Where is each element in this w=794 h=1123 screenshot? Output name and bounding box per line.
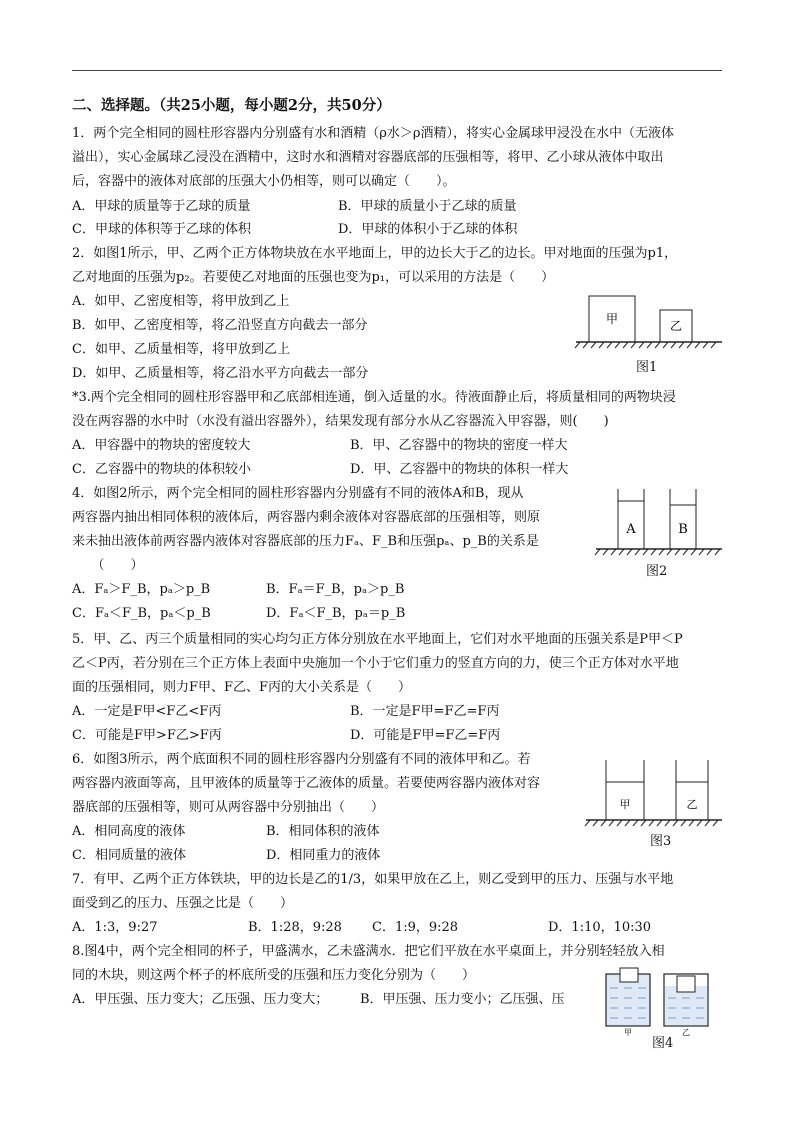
figure-2-caption: 图2: [646, 564, 668, 579]
q5-line-2: 乙＜P丙，若分别在三个正方体上表面中央施加一个小于它们重力的竖直方向的力，使三个正方体对水平地: [72, 656, 679, 671]
q1-line-3: 后，容器中的液体对底部的压强大小仍相等，则可以确定（ ）。: [72, 174, 456, 189]
fig3-label-yi: 乙: [686, 798, 698, 811]
fig4-label-yi: 乙: [682, 1028, 690, 1036]
header-rule: [72, 70, 722, 71]
q2-line-2: 乙对地面的压强为p₂。若要使乙对地面的压强也变为p₁，可以采用的方法是（ ）: [72, 270, 555, 285]
figure-4-caption: 图4: [652, 1036, 674, 1051]
q7-option-c: C．1:9，9:28: [372, 920, 459, 935]
figure-3-caption: 图3: [650, 834, 672, 849]
q4-line-4: （ ）: [72, 558, 144, 573]
q5-line-1: 5．甲、乙、丙三个质量相同的实心均匀正方体分别放在水平地面上，它们对水平地面的压强关系是P甲＜P: [72, 632, 683, 647]
q6-line-1: 6．如图3所示，两个底面积不同的圆柱形容器内分别盛有不同的液体甲和乙。若: [72, 752, 531, 767]
q3-option-b: B．甲、乙容器中的物块的密度一样大: [350, 438, 568, 453]
figure-4: [600, 962, 714, 1036]
figure-3: [584, 756, 724, 828]
figure-1: [574, 290, 724, 350]
fig1-label-jia: 甲: [605, 312, 619, 326]
q2-option-a: A．如甲、乙密度相等，将甲放到乙上: [72, 294, 290, 309]
q2-option-c: C．如甲、乙质量相等，将甲放到乙上: [72, 342, 290, 357]
q4-line-3: 来未抽出液体前两容器内液体对容器底部的压力Fₐ、F_B和压强pₐ、p_B的关系是: [72, 534, 539, 549]
q3-option-a: A．甲容器中的物块的密度较大: [72, 438, 251, 453]
section-title: 二、选择题。（共25小题，每小题2分，共50分）: [72, 97, 391, 114]
figure-1-caption: 图1: [636, 360, 658, 375]
q1-option-c: C．甲球的体积等于乙球的体积: [72, 222, 251, 237]
q3-option-d: D．甲、乙容器中的物块的体积一样大: [350, 462, 569, 477]
fig3-label-jia: 甲: [619, 798, 631, 811]
fig4-label-jia: 甲: [624, 1028, 632, 1036]
q5-line-3: 面的压强相同，则力F甲、F乙、F丙的大小关系是（ ）: [72, 680, 412, 695]
q6-line-3: 器底部的压强相等，则可从两容器中分别抽出（ ）: [72, 800, 385, 815]
q1-option-d: D．甲球的体积小于乙球的体积: [338, 222, 518, 237]
q2-line-1: 2．如图1所示，甲、乙两个正方体物块放在水平地面上，甲的边长大于乙的边长。甲对地面的压强为p1，: [72, 246, 678, 261]
fig2-label-b: B: [678, 522, 688, 537]
fig1-label-yi: 乙: [669, 319, 683, 333]
q2-option-d: D．如甲、乙质量相等，将乙沿水平方向截去一部分: [72, 366, 369, 381]
q6-option-b: B．相同体积的液体: [266, 824, 380, 839]
q1-line-1: 1．两个完全相同的圆柱形容器内分别盛有水和酒精（ρ水＞ρ酒精），将实心金属球甲浸没在水中（无液体: [72, 126, 675, 141]
q1-option-a: A．甲球的质量等于乙球的质量: [72, 199, 251, 214]
q6-option-a: A．相同高度的液体: [72, 824, 186, 839]
figure-2: [594, 485, 724, 557]
q6-option-d: D．相同重力的液体: [266, 848, 381, 863]
q4-line-1: 4．如图2所示，两个完全相同的圆柱形容器内分别盛有不同的液体A和B，现从: [72, 486, 524, 501]
q4-option-c: C．Fₐ＜F_B，pₐ＜p_B: [72, 606, 211, 621]
q4-option-a: A．Fₐ＞F_B，pₐ＞p_B: [72, 582, 211, 597]
q2-option-b: B．如甲、乙密度相等，将乙沿竖直方向截去一部分: [72, 318, 368, 333]
q5-option-b: B．一定是F甲=F乙=F丙: [350, 704, 500, 719]
fig2-label-a: A: [626, 522, 636, 537]
q5-option-d: D．可能是F甲=F乙=F丙: [350, 728, 501, 743]
q1-option-b: B．甲球的质量小于乙球的质量: [338, 199, 517, 214]
q8-option-b: B．甲压强、压力变小；乙压强、压: [360, 992, 565, 1007]
q8-option-a: A．甲压强、压力变大；乙压强、压力变大；: [72, 992, 329, 1007]
q7-line-2: 面受到乙的压力、压强之比是（ ）: [72, 896, 294, 911]
q6-option-c: C．相同质量的液体: [72, 848, 186, 863]
q3-line-1: *3.两个完全相同的圆柱形容器甲和乙底部相连通，倒入适量的水。待液面静止后，将质量相同的两物块浸: [72, 390, 676, 405]
q4-option-b: B．Fₐ＝F_B，pₐ＞p_B: [266, 582, 405, 597]
q7-option-a: A．1:3，9:27: [72, 920, 158, 935]
q5-option-a: A．一定是F甲<F乙<F丙: [72, 704, 222, 719]
q5-option-c: C．可能是F甲>F乙>F丙: [72, 728, 222, 743]
q7-option-b: B．1:28，9:28: [248, 920, 342, 935]
q3-line-2: 没在两容器的水中时（水没有溢出容器外），结果发现有部分水从乙容器流入甲容器，则( ): [72, 414, 609, 429]
q4-line-2: 两容器内抽出相同体积的液体后，两容器内剩余液体对容器底部的压强相等，则原: [72, 510, 541, 525]
q7-option-d: D．1:10，10:30: [548, 920, 652, 935]
q3-option-c: C．乙容器中的物块的体积较小: [72, 462, 251, 477]
q8-line-2: 同的木块，则这两个杯子的杯底所受的压强和压力变化分别为（ ）: [72, 968, 476, 983]
q7-line-1: 7．有甲、乙两个正方体铁块，甲的边长是乙的1/3，如果甲放在乙上，则乙受到甲的压力、压强与水平地: [72, 872, 674, 887]
q1-line-2: 溢出），实心金属球乙浸没在酒精中，这时水和酒精对容器底部的压强相等，将甲、乙小球从液体中取出: [72, 150, 664, 165]
q6-line-2: 两容器内液面等高，且甲液体的质量等于乙液体的质量。若要使两容器内液体对容: [72, 776, 541, 791]
q4-option-d: D．Fₐ＜F_B，pₐ＝p_B: [266, 606, 406, 621]
q8-line-1: 8.图4中，两个完全相同的杯子，甲盛满水，乙未盛满水．把它们平放在水平桌面上，并分别轻轻放入相: [72, 944, 665, 959]
